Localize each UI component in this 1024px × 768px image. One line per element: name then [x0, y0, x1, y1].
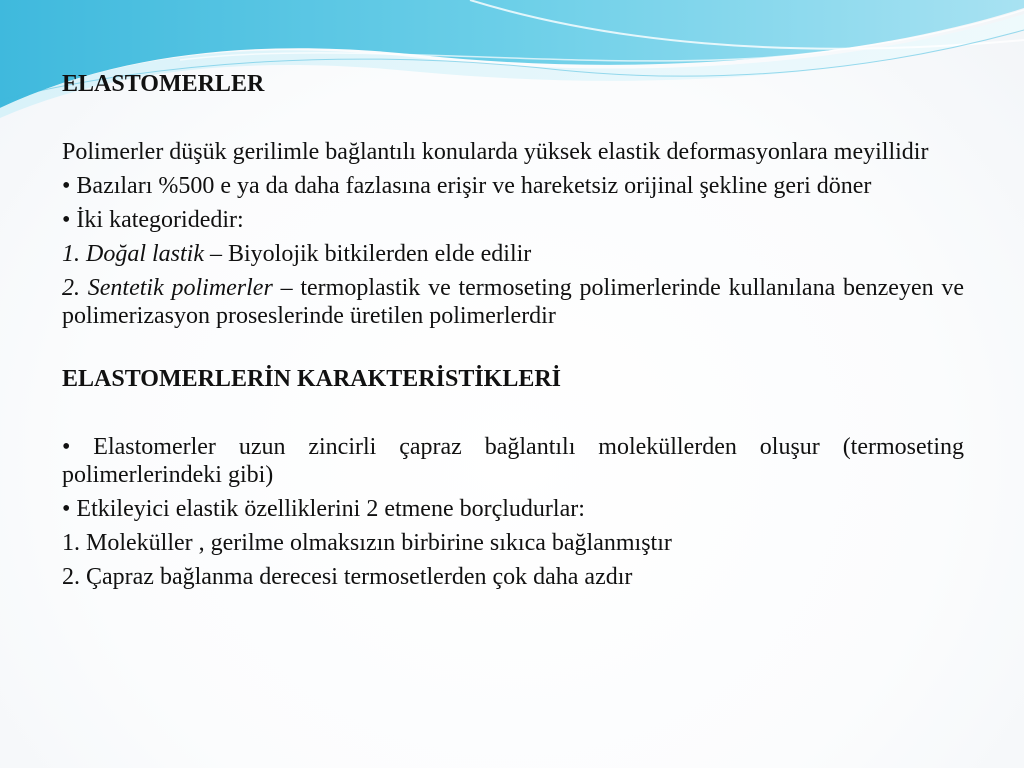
- numbered-item: 2. Çapraz bağlanma derecesi termosetlerden çok daha azdır: [62, 564, 633, 590]
- bullet-item: • Etkileyici elastik özelliklerini 2 etmene borçludurlar:: [62, 496, 585, 522]
- section-heading: ELASTOMERLERİN KARAKTERİSTİKLERİ: [62, 366, 562, 392]
- category-description: – termoplastik ve termoseting polimerlerinde kullanılana benzeyen ve polimerizasyon proseslerinde üretilen polimerlerdir: [62, 275, 965, 329]
- category-term: 1. Doğal lastik: [62, 241, 204, 267]
- intro-paragraph: Polimerler düşük gerilimle bağlantılı konularda yüksek elastik deformasyonlara meyillidir: [62, 139, 929, 165]
- category-description: – Biyolojik bitkilerden elde edilir: [204, 241, 532, 267]
- category-term: 2. Sentetik polimerler: [62, 275, 273, 301]
- category-item-synthetic: [62, 274, 964, 330]
- bullet-item: • Bazıları %500 e ya da daha fazlasına erişir ve hareketsiz orijinal şekline geri döner: [62, 173, 872, 199]
- slide-content: [62, 70, 964, 591]
- bullet-item: • İki kategoridedir:: [62, 207, 244, 233]
- slide-title: ELASTOMERLER: [62, 71, 265, 97]
- category-item-natural: [62, 240, 964, 268]
- numbered-item: 1. Moleküller , gerilme olmaksızın birbirine sıkıca bağlanmıştır: [62, 530, 672, 556]
- bullet-item: • Elastomerler uzun zincirli çapraz bağlantılı moleküllerden oluşur (termoseting polimerlerindeki gibi): [62, 434, 964, 488]
